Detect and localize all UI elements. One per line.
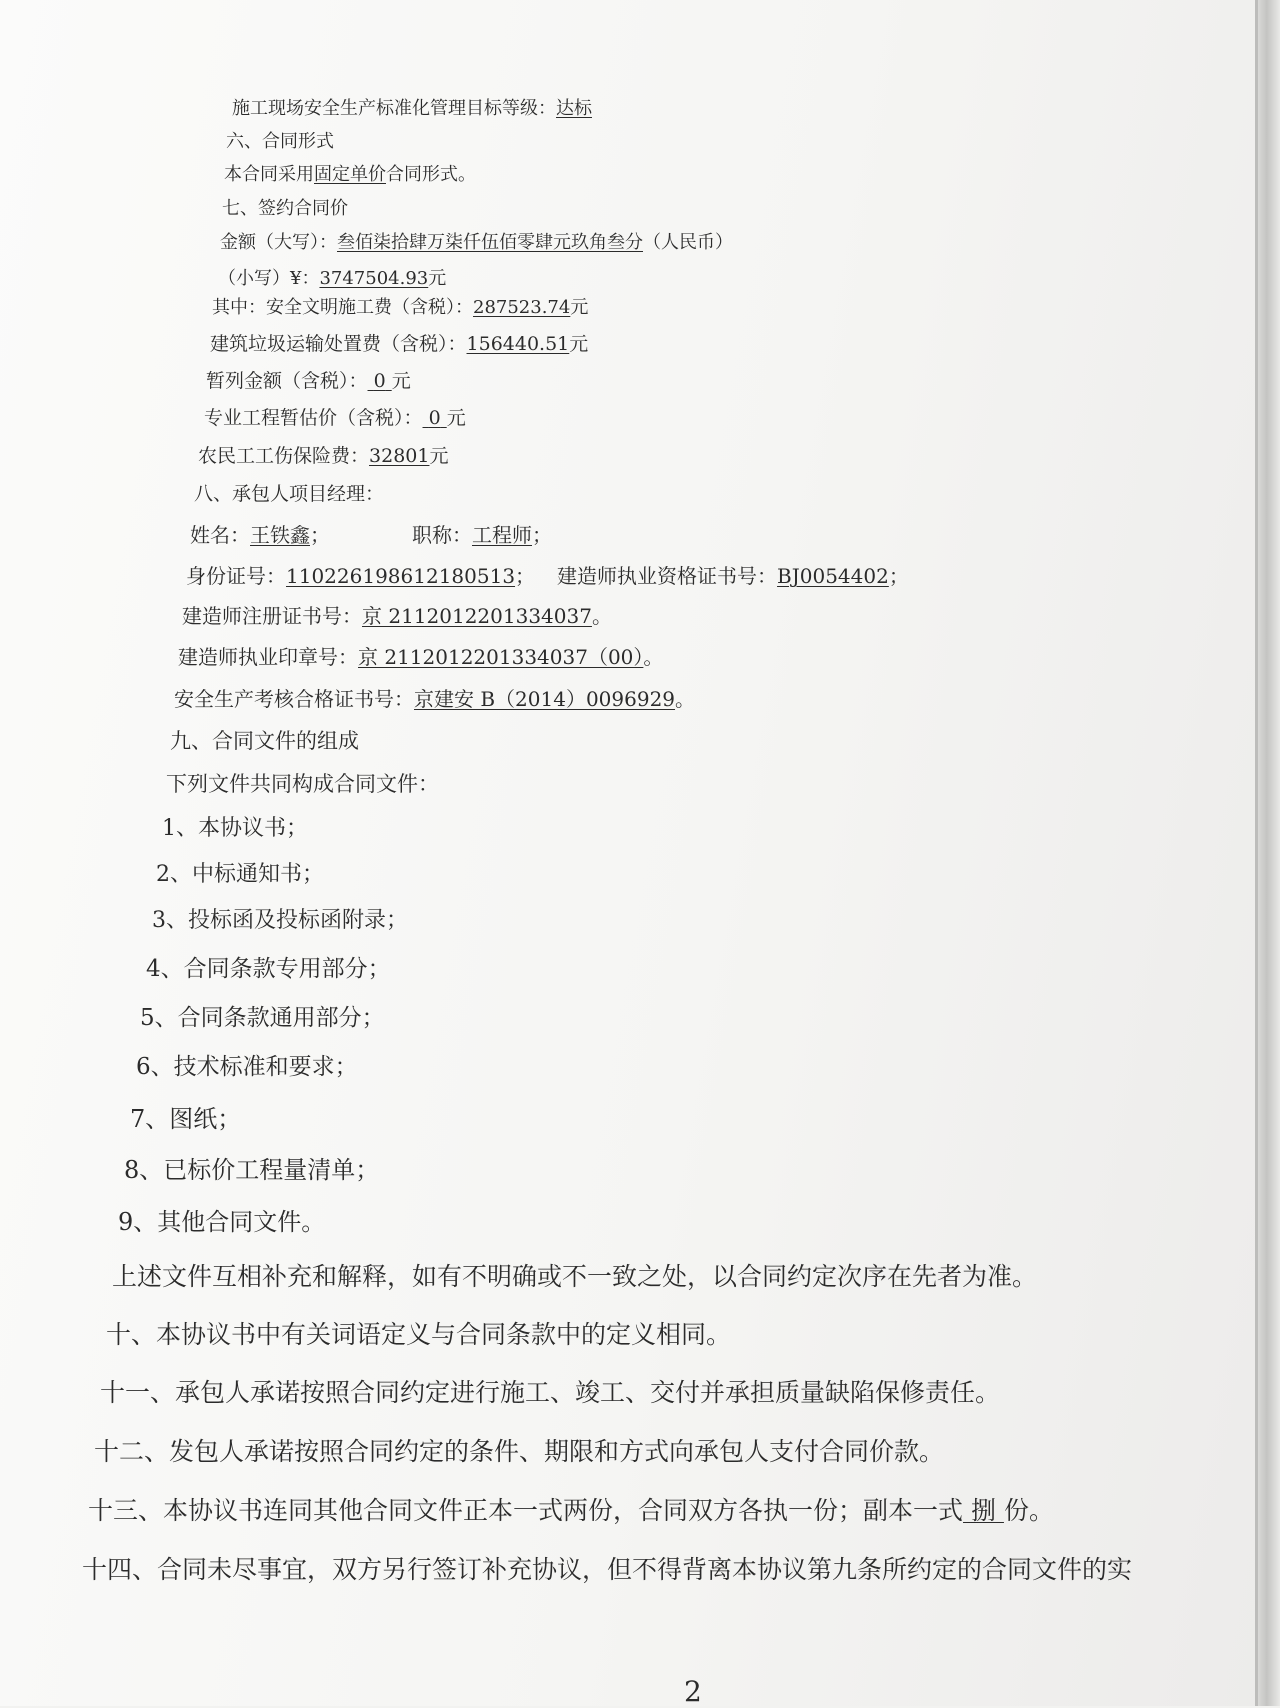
seal-number-line: 建造师执业印章号：京 2112012201334037（00）。	[178, 645, 664, 669]
registration-cert-value: 京 2112012201334037	[362, 604, 592, 628]
provisional-estimate-value: 0	[428, 407, 441, 429]
section-8-heading: 八、承包人项目经理：	[194, 483, 385, 505]
target-level-value: 达标	[556, 98, 592, 119]
list-item: 6、技术标准和要求；	[136, 1054, 358, 1080]
provisional-sum-line: 暂列金额（含税）： 0 元	[206, 370, 411, 392]
provisional-sum-value: 0	[373, 370, 386, 392]
clause-12: 十二、发包人承诺按照合同约定的条件、期限和方式向承包人支付合同价款。	[94, 1437, 945, 1466]
amount-uppercase-value: 叁佰柒拾肆万柒仟伍佰零肆元玖角叁分	[337, 232, 643, 253]
id-number-line: 身份证号：110226198612180513； 建造师执业资格证书号：BJ0054402；	[186, 564, 909, 588]
section-7-heading: 七、签约合同价	[222, 198, 348, 219]
qualification-cert-value: BJ0054402	[777, 564, 889, 588]
safety-fee-line: 其中：安全文明施工费（含税）：287523.74元	[212, 297, 589, 318]
amount-lowercase-value: 3747504.93	[319, 268, 429, 289]
contract-form-line: 本合同采用固定单价合同形式。	[224, 164, 476, 185]
page-edge	[1258, 0, 1280, 1706]
section-9-heading: 九、合同文件的组成	[170, 729, 359, 753]
clause-11: 十一、承包人承诺按照合同约定进行施工、竣工、交付并承担质量缺陷保修责任。	[100, 1378, 1001, 1407]
list-item: 1、本协议书；	[162, 816, 308, 841]
list-item: 2、中标通知书；	[156, 862, 324, 887]
manager-title-value: 工程师	[472, 523, 532, 547]
list-item: 9、其他合同文件。	[118, 1208, 326, 1236]
amount-lowercase-line: （小写）¥：3747504.93元	[218, 268, 447, 289]
clause-14: 十四、合同未尽事宜，双方另行签订补充协议，但不得背离本协议第九条所约定的合同文件的实	[82, 1555, 1133, 1584]
amount-uppercase-line: 金额（大写）：叁佰柒拾肆万柒仟伍佰零肆元玖角叁分（人民币）	[220, 232, 733, 253]
list-item: 3、投标函及投标函附录；	[152, 908, 408, 933]
list-item: 5、合同条款通用部分；	[140, 1005, 385, 1031]
seal-number-value: 京 2112012201334037（00）	[358, 645, 644, 669]
manager-name-line: 姓名：王铁鑫； 职称：工程师；	[190, 523, 552, 547]
documents-intro: 下列文件共同构成合同文件：	[166, 772, 439, 796]
section-6-heading: 六、合同形式	[226, 131, 334, 152]
list-item: 7、图纸；	[130, 1105, 242, 1133]
list-item: 4、合同条款专用部分；	[146, 956, 391, 982]
safety-fee-value: 287523.74	[473, 297, 571, 318]
injury-insurance-line: 农民工工伤保险费：32801元	[198, 445, 449, 467]
id-number-value: 110226198612180513	[286, 564, 516, 588]
list-item: 8、已标价工程量清单；	[124, 1156, 380, 1184]
safety-cert-value: 京建安 B（2014）0096929	[414, 687, 676, 711]
registration-cert-line: 建造师注册证书号：京 2112012201334037。	[182, 604, 612, 628]
clause-13: 十三、本协议书连同其他合同文件正本一式两份，合同双方各执一份；副本一式 捌 份。	[88, 1496, 1054, 1525]
waste-transport-fee-value: 156440.51	[466, 333, 570, 355]
manager-name-value: 王铁鑫	[250, 523, 310, 547]
standardization-target-line: 施工现场安全生产标准化管理目标等级：达标	[232, 98, 592, 119]
waste-transport-fee-line: 建筑垃圾运输处置费（含税）：156440.51元	[210, 333, 589, 355]
precedence-paragraph: 上述文件互相补充和解释，如有不明确或不一致之处，以合同约定次序在先者为准。	[112, 1262, 1038, 1291]
clause-10: 十、本协议书中有关词语定义与合同条款中的定义相同。	[106, 1320, 732, 1349]
page-number: 2	[684, 1675, 702, 1708]
safety-cert-line: 安全生产考核合格证书号：京建安 B（2014）0096929。	[174, 687, 696, 711]
provisional-estimate-line: 专业工程暂估价（含税）： 0 元	[204, 407, 466, 429]
copies-count-value: 捌	[970, 1496, 996, 1525]
contract-form-value: 固定单价	[314, 164, 386, 185]
injury-insurance-value: 32801	[369, 445, 430, 467]
